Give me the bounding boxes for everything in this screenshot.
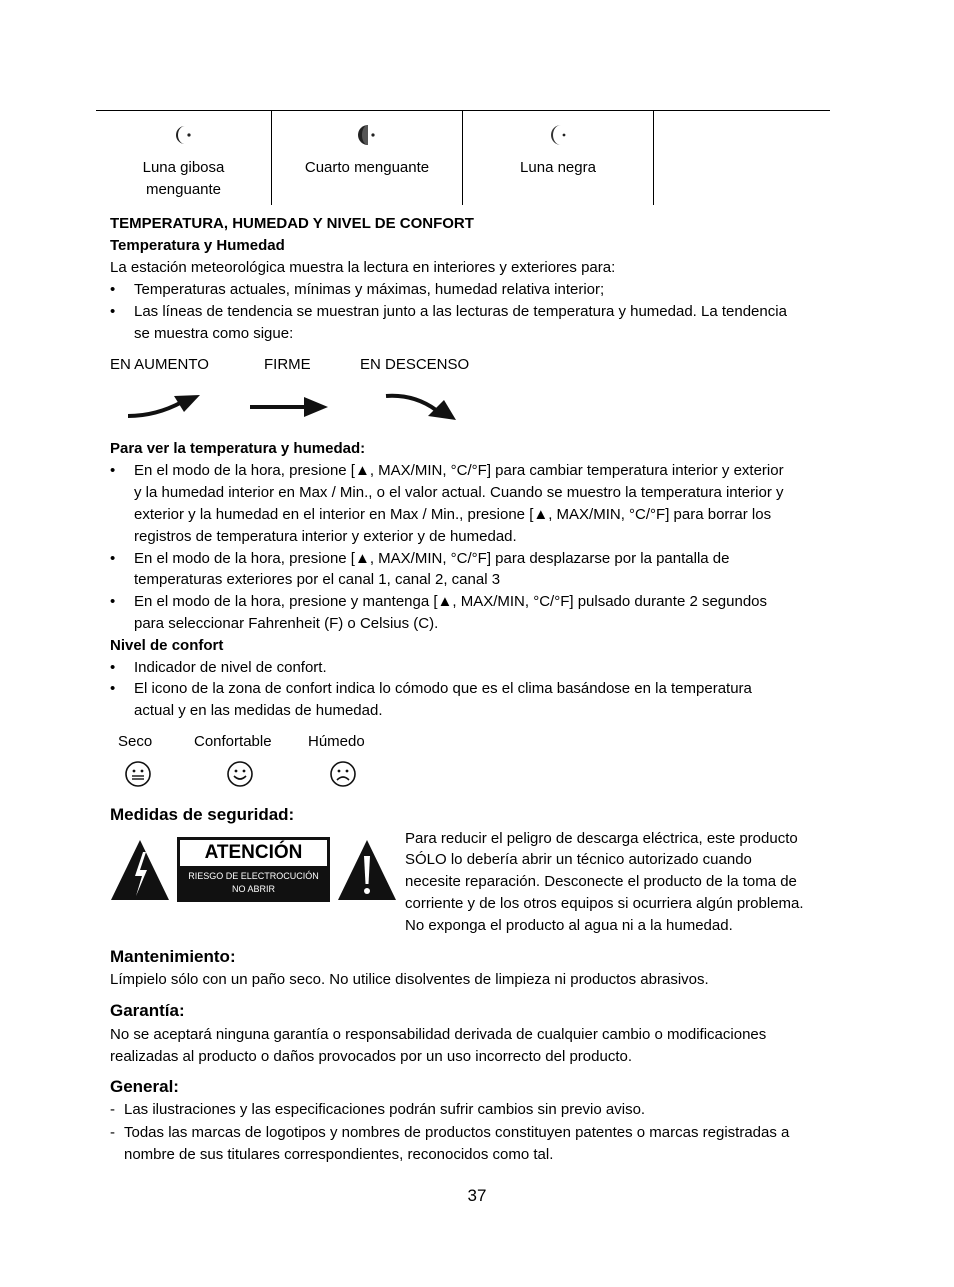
bullet-marker: •: [110, 593, 116, 610]
bullet-marker: •: [110, 550, 116, 567]
caution-sign: [177, 837, 330, 902]
bullet-marker: •: [110, 462, 116, 479]
rising-arrow-icon: [126, 392, 204, 422]
smiley-face-icon: [226, 760, 254, 788]
paragraph: La estación meteorológica muestra la lectura en interiores y exteriores para:: [110, 259, 616, 276]
list-item: registros de temperatura interior y exterior y de humedad.: [134, 528, 517, 545]
list-item: Indicador de nivel de confort.: [134, 659, 327, 676]
list-item: exterior y la humedad en el interior en Max / Min., presione [▲, MAX/MIN, °C/°F] para borrar los: [134, 506, 772, 523]
list-item: En el modo de la hora, presione y mantenga [▲, MAX/MIN, °C/°F] pulsado durante 2 segundos: [134, 593, 768, 610]
section-heading: TEMPERATURA, HUMEDAD Y NIVEL DE CONFORT: [110, 215, 474, 232]
paragraph: realizadas al producto o daños provocados por un uso incorrecto del producto.: [110, 1048, 632, 1065]
page-number: 37: [467, 1186, 487, 1205]
list-item: para seleccionar Fahrenheit (F) o Celsius (C).: [134, 615, 439, 632]
dash-marker: -: [110, 1101, 115, 1118]
steady-arrow-icon: [248, 395, 330, 419]
moon-cell-new-moon: [463, 111, 653, 205]
bullet-marker: •: [110, 659, 116, 676]
paragraph: No se aceptará ninguna garantía o responsabilidad derivada de cualquier cambio o modificaciones: [110, 1026, 767, 1043]
falling-arrow-icon: [384, 390, 458, 422]
safety-text: necesite reparación. Desconecte el producto de la toma de: [405, 873, 797, 890]
moon-label: menguante: [145, 181, 222, 198]
subheading: Temperatura y Humedad: [110, 237, 285, 254]
section-heading-warranty: Garantía:: [110, 1001, 185, 1020]
caution-sign-line: NO ABRIR: [231, 884, 275, 894]
comfort-label-comfortable: Confortable: [194, 733, 272, 750]
list-item: se muestra como sigue:: [134, 325, 294, 342]
moon-label: Luna gibosa: [142, 159, 225, 176]
safety-text: SÓLO lo debería abrir un técnico autorizado cuando: [405, 851, 752, 868]
section-heading-general: General:: [110, 1077, 179, 1096]
electric-shock-warning-icon: [109, 838, 171, 902]
sad-face-icon: [329, 760, 357, 788]
moon-label: Luna negra: [520, 159, 596, 176]
list-item: Todas las marcas de logotipos y nombres de productos constituyen patentes o marcas registradas a: [124, 1124, 790, 1141]
moon-cell-waning-gibbous: [96, 111, 271, 205]
new-moon-icon: [547, 123, 569, 147]
caution-sign-title-box: ATENCIÓN: [180, 840, 327, 866]
section-heading-maintenance: Mantenimiento:: [110, 947, 236, 966]
comfort-label-wet: Húmedo: [308, 733, 365, 750]
safety-text: No exponga el producto al agua ni a la humedad.: [405, 917, 733, 934]
safety-text: corriente y de los otros equipos si ocurriera algún problema.: [405, 895, 804, 912]
list-item: En el modo de la hora, presione [▲, MAX/MIN, °C/°F] para cambiar temperatura interior y exterior: [134, 462, 784, 479]
dash-marker: -: [110, 1124, 115, 1141]
last-quarter-moon-icon: [356, 123, 378, 147]
list-item: y la humedad interior en Max / Min., o el valor actual. Cuando se muestro la temperatura interior y: [134, 484, 784, 501]
paragraph: Límpielo sólo con un paño seco. No utilice disolventes de limpieza ni productos abrasivos.: [110, 971, 709, 988]
subheading: Nivel de confort: [110, 637, 224, 654]
list-item: temperaturas exteriores por el canal 1, canal 2, canal 3: [134, 571, 501, 588]
section-heading-safety: Medidas de seguridad:: [110, 805, 295, 824]
trend-label-rising: EN AUMENTO: [110, 356, 209, 373]
bullet-marker: •: [110, 680, 116, 697]
comfort-label-dry: Seco: [118, 733, 153, 750]
list-item: El icono de la zona de confort indica lo cómodo que es el clima basándose en la temperatura: [134, 680, 752, 697]
waning-gibbous-moon-icon: [172, 124, 194, 146]
bullet-marker: •: [110, 281, 116, 298]
moon-label: Cuarto menguante: [304, 159, 430, 176]
caution-sign-line: RIESGO DE ELECTROCUCIÓN: [188, 871, 319, 881]
exclamation-warning-icon: [336, 838, 398, 902]
list-item: Temperaturas actuales, mínimas y máximas, humedad relativa interior;: [134, 281, 605, 298]
table-divider: [653, 111, 654, 205]
list-item: Las líneas de tendencia se muestran junto a las lecturas de temperatura y humedad. La tendencia: [134, 303, 787, 320]
trend-label-falling: EN DESCENSO: [360, 356, 470, 373]
neutral-face-icon: [124, 760, 152, 788]
moon-cell-last-quarter: [272, 111, 462, 205]
list-item: Las ilustraciones y las especificaciones podrán sufrir cambios sin previo aviso.: [124, 1101, 646, 1118]
trend-label-steady: FIRME: [264, 356, 311, 373]
list-item: nombre de sus titulares correspondientes, reconocidos como tal.: [124, 1146, 554, 1163]
bullet-marker: •: [110, 303, 116, 320]
subheading: Para ver la temperatura y humedad:: [110, 440, 366, 457]
list-item: En el modo de la hora, presione [▲, MAX/MIN, °C/°F] para desplazarse por la pantalla de: [134, 550, 730, 567]
list-item: actual y en las medidas de humedad.: [134, 702, 383, 719]
safety-text: Para reducir el peligro de descarga eléctrica, este producto: [405, 830, 798, 847]
